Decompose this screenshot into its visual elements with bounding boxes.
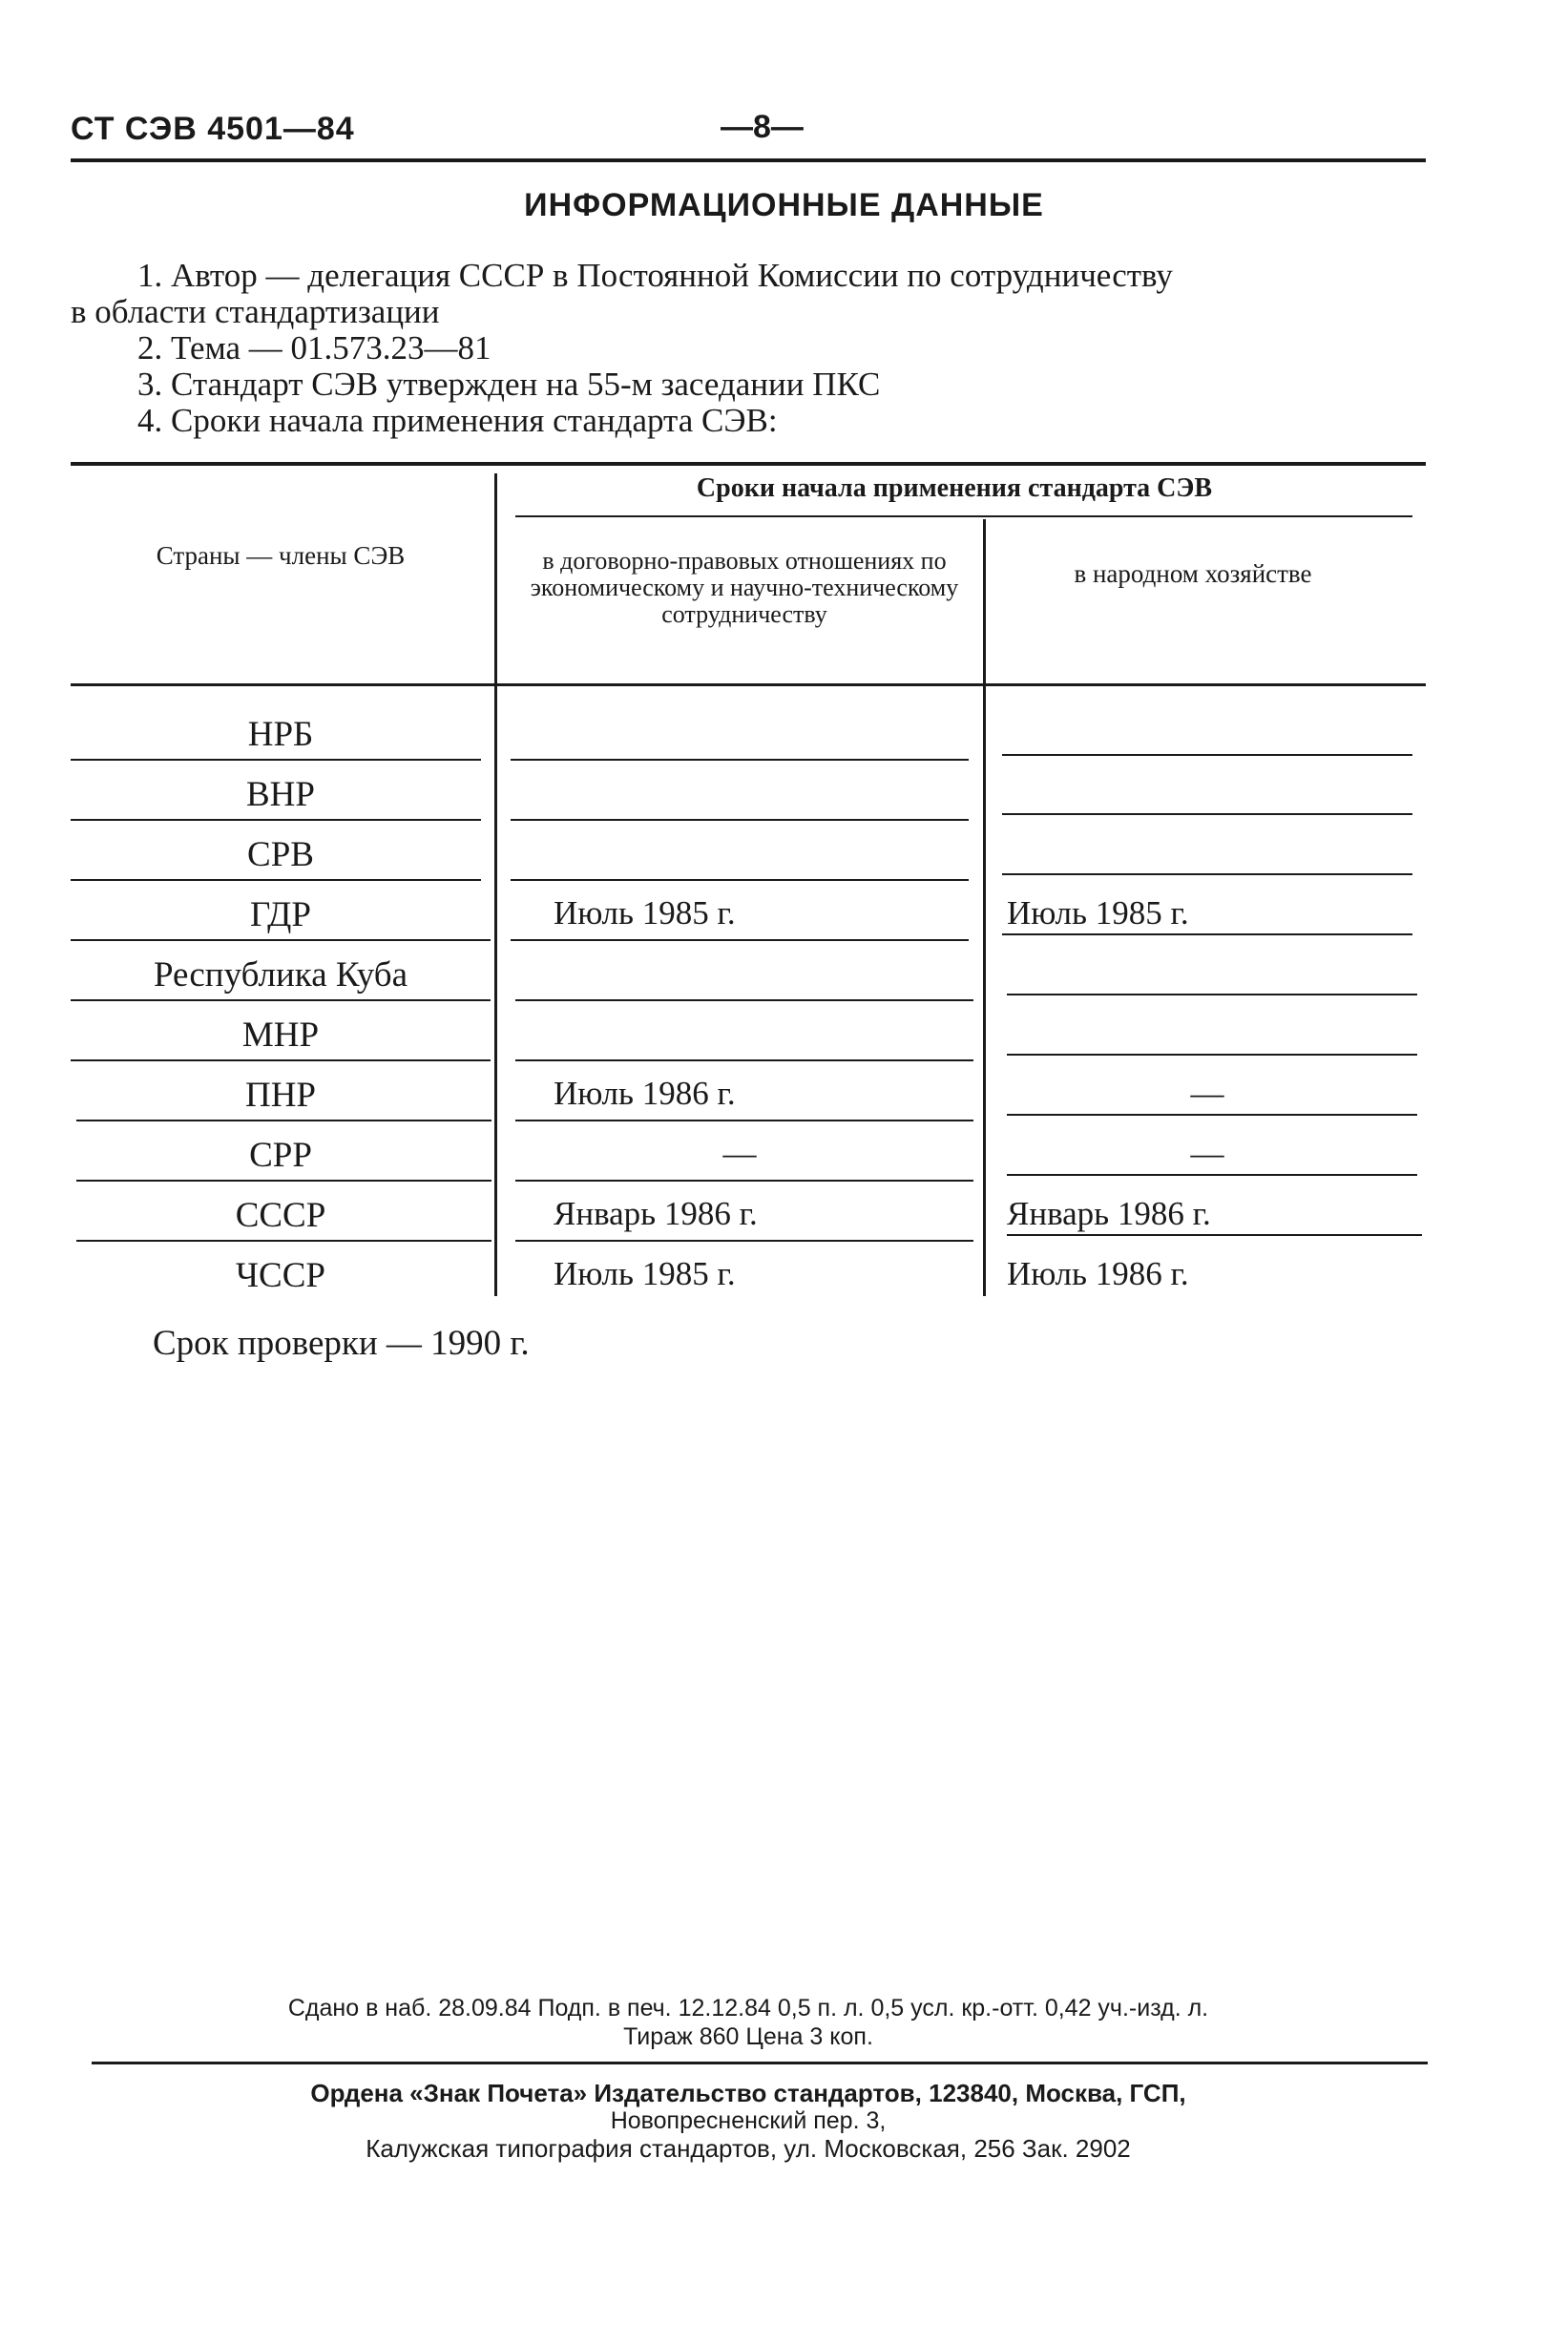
info-item-author-cont: в области стандартизации — [71, 293, 440, 330]
agreements-cell: Июль 1985 г. — [554, 894, 736, 932]
country-cell: ПНР — [244, 1076, 317, 1115]
table-header-economy: в народном хозяйстве — [1074, 559, 1312, 588]
row-rule — [1007, 1054, 1417, 1056]
row-rule — [1002, 873, 1412, 875]
subheader-rule — [515, 515, 1412, 517]
country-cell: ГДР — [250, 895, 311, 934]
row-rule — [1007, 994, 1417, 995]
imprint-line-3: Ордена «Знак Почета» Издательство стандартов, 123840, Москва, ГСП, — [310, 2079, 1186, 2107]
table-top-rule — [71, 462, 1426, 466]
row-rule — [515, 1059, 973, 1061]
row-rule — [76, 1120, 491, 1121]
section-title: ИНФОРМАЦИОННЫЕ ДАННЫЕ — [524, 187, 1044, 223]
imprint-line-1: Сдано в наб. 28.09.84 Подп. в печ. 12.12.84 0,5 п. л. 0,5 усл. кр.-отт. 0,42 уч.-изд. л. — [287, 1995, 1209, 2021]
country-cell: СРР — [249, 1136, 312, 1175]
header-bottom-rule — [71, 683, 1426, 686]
row-rule — [1002, 933, 1412, 935]
country-cell: ВНР — [246, 775, 315, 814]
row-rule — [1002, 813, 1412, 815]
country-cell: Республика Куба — [153, 955, 408, 995]
agreements-cell: Январь 1986 г. — [554, 1195, 758, 1232]
row-rule — [71, 1059, 491, 1061]
info-item-author: 1. Автор — делегация СССР в Постоянной Комиссии по сотрудничеству — [137, 257, 1173, 294]
economy-cell: Июль 1985 г. — [1007, 894, 1189, 932]
row-rule — [511, 879, 969, 881]
document-code: СТ СЭВ 4501—84 — [71, 111, 355, 147]
row-rule — [515, 1180, 973, 1182]
country-cell: ЧССР — [236, 1256, 325, 1295]
row-rule — [1007, 1174, 1417, 1176]
table-row — [0, 1244, 1568, 1304]
economy-cell: Январь 1986 г. — [1007, 1195, 1211, 1232]
row-rule — [1002, 754, 1412, 756]
country-cell: МНР — [241, 1016, 320, 1055]
review-date: Срок проверки — 1990 г. — [153, 1324, 530, 1363]
row-rule — [511, 939, 969, 941]
row-rule — [76, 1180, 491, 1182]
table-header-main: Сроки начала применения стандарта СЭВ — [696, 473, 1213, 503]
agreements-cell: Июль 1985 г. — [554, 1255, 736, 1292]
row-rule — [71, 879, 481, 881]
row-rule — [71, 819, 481, 821]
row-rule — [515, 1120, 973, 1121]
row-rule — [76, 1240, 491, 1242]
info-item-dates: 4. Сроки начала применения стандарта СЭВ: — [137, 402, 778, 439]
imprint-line-4: Новопресненский пер. 3, — [610, 2107, 887, 2134]
info-item-topic: 2. Тема — 01.573.23—81 — [137, 329, 491, 367]
agreements-cell: — — [722, 1135, 757, 1172]
economy-cell: — — [1190, 1075, 1224, 1112]
country-cell: СРВ — [247, 835, 314, 874]
country-cell: СССР — [235, 1196, 326, 1235]
row-rule — [71, 759, 481, 761]
table-header-agreements: в договорно-правовых отношениях по экономическому и научно-техническому сотрудничеству — [530, 547, 959, 628]
info-list — [71, 258, 1426, 439]
imprint-rule — [92, 2062, 1428, 2064]
row-rule — [511, 759, 969, 761]
imprint-line-2: Тираж 860 Цена 3 коп. — [623, 2023, 873, 2050]
page-number: —8— — [721, 109, 804, 145]
header-rule — [71, 158, 1426, 162]
row-rule — [511, 819, 969, 821]
row-rule — [1007, 1114, 1417, 1116]
country-cell: НРБ — [247, 715, 314, 754]
info-item-approval: 3. Стандарт СЭВ утвержден на 55-м заседании ПКС — [137, 366, 881, 403]
imprint-line-5: Калужская типография стандартов, ул. Московская, 256 Зак. 2902 — [366, 2134, 1131, 2163]
row-rule — [71, 939, 491, 941]
agreements-cell: Июль 1986 г. — [554, 1075, 736, 1112]
economy-cell: — — [1190, 1135, 1224, 1172]
economy-cell: Июль 1986 г. — [1007, 1255, 1189, 1292]
row-rule — [71, 999, 491, 1001]
table-header-countries: Страны — члены СЭВ — [156, 541, 406, 570]
row-rule — [515, 1240, 973, 1242]
row-rule — [515, 999, 973, 1001]
row-rule — [1007, 1234, 1422, 1236]
